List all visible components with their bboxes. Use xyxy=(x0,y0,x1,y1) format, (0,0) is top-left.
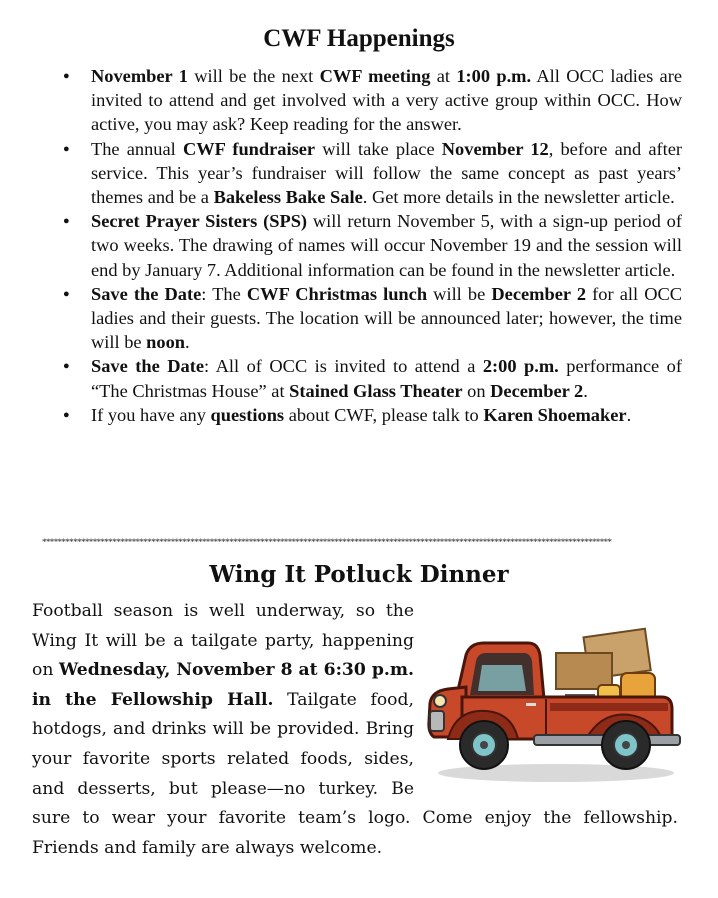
wing-it-section xyxy=(32,597,678,863)
text-run: will return November 5, with a sign-up period of two weeks. The drawing of names will occur November 19 and the session will end by January 7. Additional information can be found in the newsletter article. xyxy=(91,211,682,280)
text-run: : The xyxy=(201,283,247,304)
text-run: If you have any xyxy=(91,404,211,425)
list-item xyxy=(58,209,682,282)
text-run: : All of OCC is invited to attend a xyxy=(204,356,483,377)
list-item xyxy=(58,64,682,137)
text-run: . xyxy=(583,380,588,401)
list-item xyxy=(58,137,682,210)
bold-text: CWF fundraiser xyxy=(182,138,316,159)
text-run: about CWF, please talk to xyxy=(284,404,484,425)
bold-text: questions xyxy=(210,404,285,425)
asterisk-divider: ************************************************************************************************************************************************** xyxy=(42,537,612,547)
text-run: for all OCC ladies and their guests. The location will be announced later; however, the time will be xyxy=(91,283,683,353)
text-run: will be xyxy=(427,283,492,304)
text-run: . xyxy=(626,404,632,425)
bold-text: Stained Glass Theater xyxy=(289,380,463,401)
bold-text: Wednesday, November 8 at 6:30 p.m. in the Fellowship Hall. xyxy=(32,660,414,710)
bold-text: Save the Date xyxy=(91,356,205,377)
list-item xyxy=(58,354,682,402)
bold-text: Secret Prayer Sisters (SPS) xyxy=(91,211,308,232)
list-item xyxy=(58,282,682,355)
bold-text: November 12 xyxy=(441,138,549,159)
bold-text: 2:00 p.m. xyxy=(482,356,559,377)
cwf-happenings-heading: CWF Happenings xyxy=(263,25,455,52)
bold-text: Save the Date xyxy=(91,283,202,304)
pickup-truck-illustration xyxy=(426,603,682,785)
wing-it-heading: Wing It Potluck Dinner xyxy=(209,561,509,588)
text-run: Football season is well underway, so the Wing It will be a tailgate party, happening on xyxy=(32,601,414,681)
bold-text: Bakeless Bake Sale xyxy=(213,187,363,208)
bold-text: December 2 xyxy=(490,380,584,401)
text-run: performance of “The Christmas House” at xyxy=(91,356,682,401)
wing-it-paragraph xyxy=(32,597,678,863)
text-run: will take place xyxy=(315,138,442,159)
text-run: on xyxy=(462,380,491,401)
text-run: The annual xyxy=(91,138,183,159)
bold-text: Karen Shoemaker xyxy=(483,404,627,425)
text-run: , before and after service. This year’s fundraiser will follow the same concept as past years’ themes and be a xyxy=(91,138,682,208)
bold-text: CWF Christmas lunch xyxy=(246,283,428,304)
bold-text: noon xyxy=(146,332,186,353)
text-run: All OCC ladies are invited to attend and get involved with a very active group within OCC. How active, you may ask? Keep reading for the answer. xyxy=(91,66,682,135)
bold-text: 1:00 p.m. xyxy=(456,66,532,86)
bold-text: December 2 xyxy=(491,283,587,304)
text-run: will be the next xyxy=(187,66,320,86)
bold-text: CWF meeting xyxy=(319,66,431,86)
text-run: at xyxy=(430,66,457,86)
text-run: Tailgate food, hotdogs, and drinks will be provided. Bring your favorite sports related foods, sides, and desserts, but please—no turkey. Be sure to wear your favorite team’s logo. Come enjoy the fellowship. Friends and family are always welcome. xyxy=(32,689,678,858)
bold-text: November 1 xyxy=(91,66,188,86)
cwf-happenings-list xyxy=(58,64,682,427)
list-item xyxy=(58,403,682,427)
text-run: . Get more details in the newsletter article. xyxy=(362,187,675,208)
text-run: . xyxy=(185,332,190,353)
